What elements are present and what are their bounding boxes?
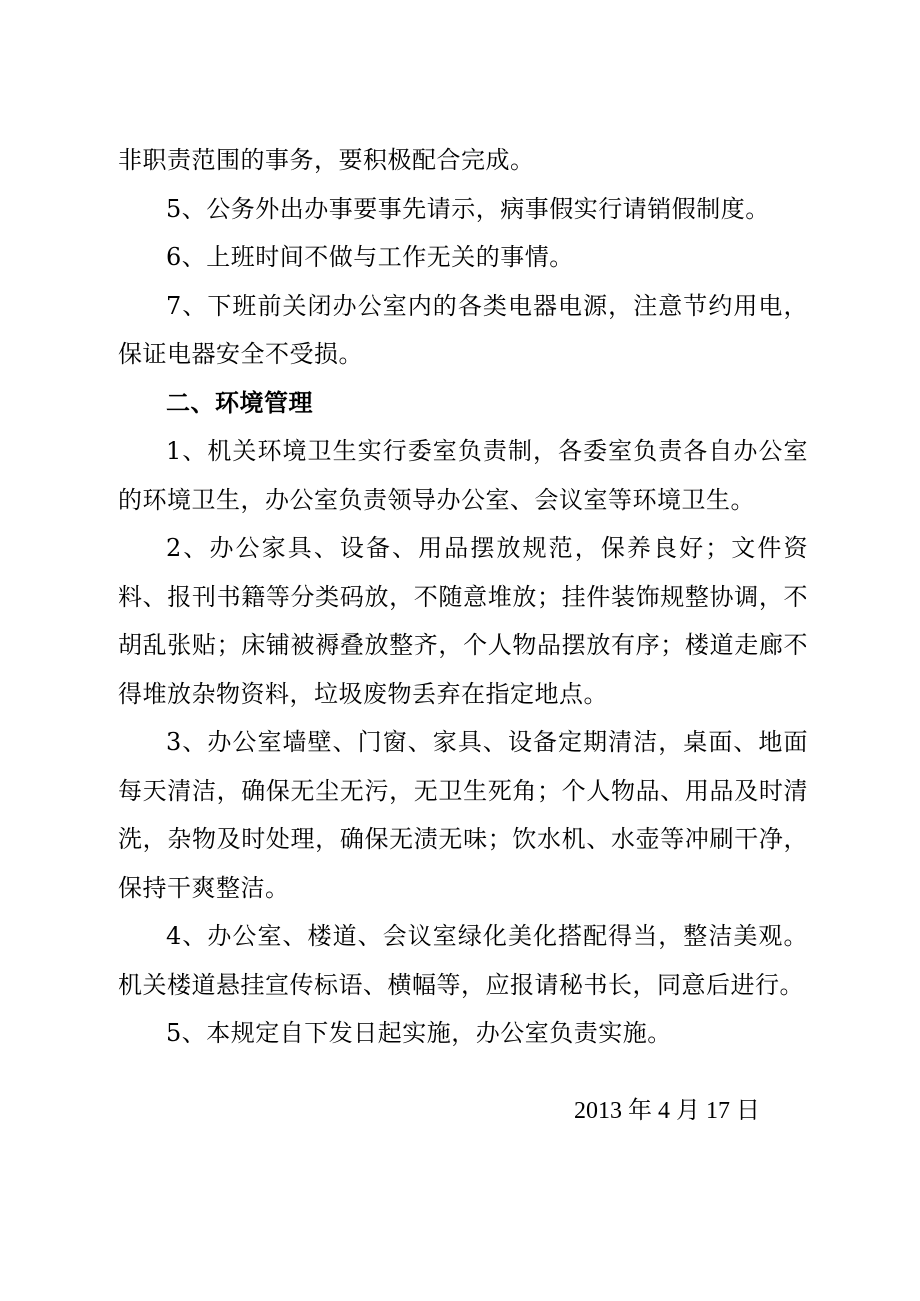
- paragraph-continuation: 非职责范围的事务，要积极配合完成。: [118, 146, 535, 174]
- paragraph-item-7-power: 7、下班前关闭办公室内的各类电器电源，注意节约用电，保证电器安全不受损。: [118, 291, 808, 368]
- document-body: [118, 136, 808, 1058]
- paragraph-item-5-leave: 5、公务外出办事要事先请示，病事假实行请销假制度。: [166, 194, 770, 223]
- paragraph-env-item-3: 3、办公室墙壁、门窗、家具、设备定期清洁，桌面、地面每天清洁，确保无尘无污，无卫生死角；个人物品、用品及时清洗，杂物及时处理，确保无渍无味；饮水机、水壶等冲刷干净，保持干爽整洁。: [118, 728, 808, 902]
- paragraph-env-item-1: 1、机关环境卫生实行委室负责制，各委室负责各自办公室的环境卫生，办公室负责领导办公室、会议室等环境卫生。: [118, 437, 808, 514]
- section-heading-environment: 二、环境管理: [166, 387, 313, 417]
- paragraph-env-item-4: 4、办公室、楼道、会议室绿化美化搭配得当，整洁美观。机关楼道悬挂宣传标语、横幅等，应报请秘书长，同意后进行。: [118, 922, 808, 999]
- paragraph-item-6-work: 6、上班时间不做与工作无关的事情。: [166, 243, 574, 271]
- paragraph-env-item-2: 2、办公家具、设备、用品摆放规范，保养良好；文件资料、报刊书籍等分类码放，不随意堆放；挂件装饰规整协调，不胡乱张贴；床铺被褥叠放整齐，个人物品摆放有序；楼道走廊不得堆放杂物资料，垃圾废物丢弃在指定地点。: [118, 534, 808, 708]
- document-date: 2013 年 4 月 17 日: [574, 1098, 760, 1124]
- paragraph-env-item-5: 5、本规定自下发日起实施，办公室负责实施。: [166, 1019, 672, 1047]
